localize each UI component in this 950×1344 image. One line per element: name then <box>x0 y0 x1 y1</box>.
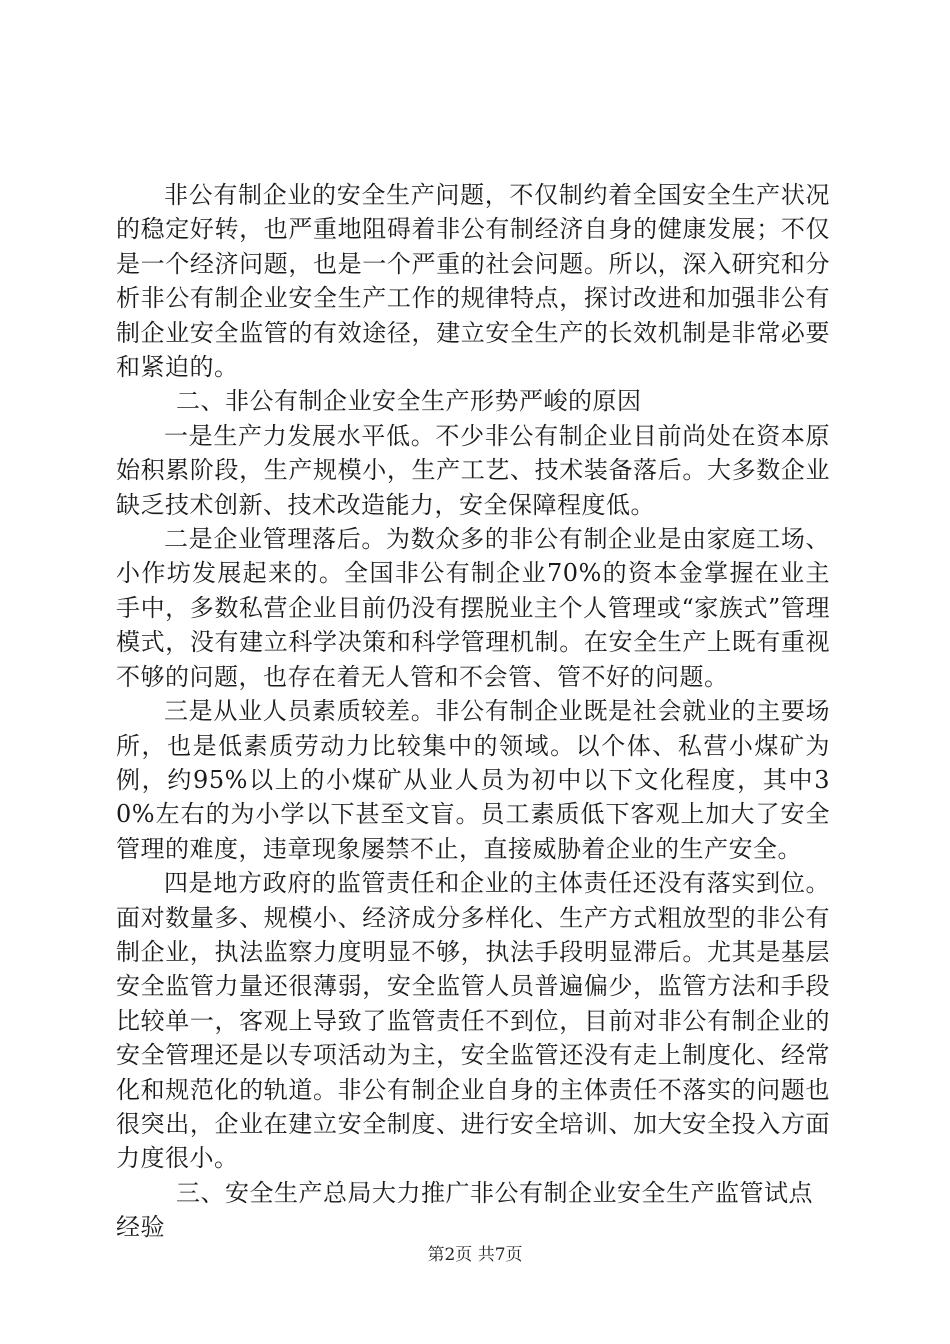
section-heading-3: 三、安全生产总局大力推广非公有制企业安全生产监管试点经验 <box>116 1178 813 1242</box>
section-heading-2: 二、非公有制企业安全生产形势严峻的原因 <box>176 387 642 416</box>
paragraph-reason-2: 二是企业管理落后。为数众多的非公有制企业是由家庭工场、小作坊发展起来的。全国非公有制企业70%的资本金掌握在业主手中，多数私营企业目前仍没有摆脱业主个人管理或“家族式”管理模式，没有建立科学决策和科学管理机制。在安全生产上既有重视不够的问题，也存在着无人管和不会管、管不好的问题。 <box>116 525 830 691</box>
paragraph-reason-4: 四是地方政府的监管责任和企业的主体责任还没有落实到位。面对数量多、规模小、经济成分多样化、生产方式粗放型的非公有制企业，执法监察力度明显不够，执法手段明显滞后。尤其是基层安全监管力量还很薄弱，安全监管人员普遍偏少，监管方法和手段比较单一，客观上导致了监管责任不到位，目前对非公有制企业的安全管理还是以专项活动为主，安全监管还没有走上制度化、经常化和规范化的轨道。非公有制企业自身的主体责任不落实的问题也很突出，企业在建立安全制度、进行安全培训、加大安全投入方面力度很小。 <box>116 869 830 1173</box>
paragraph-reason-1: 一是生产力发展水平低。不少非公有制企业目前尚处在资本原始积累阶段，生产规模小，生产工艺、技术装备落后。大多数企业缺乏技术创新、技术改造能力，安全保障程度低。 <box>116 421 830 519</box>
page-footer <box>0 1240 950 1265</box>
paragraph-reason-3: 三是从业人员素质较差。非公有制企业既是社会就业的主要场所，也是低素质劳动力比较集中的领域。以个体、私营小煤矿为例，约95%以上的小煤矿从业人员为初中以下文化程度，其中30%左右的为小学以下甚至文盲。员工素质低下客观上加大了安全管理的难度，违章现象屡禁不止，直接威胁着企业的生产安全。 <box>116 697 830 863</box>
page-number-label: 第2页 共7页 <box>427 1245 523 1265</box>
document-body <box>116 178 830 1245</box>
paragraph-intro: 非公有制企业的安全生产问题，不仅制约着全国安全生产状况的稳定好转，也严重地阻碍着非公有制经济自身的健康发展；不仅是一个经济问题，也是一个严重的社会问题。所以，深入研究和分析非公有制企业安全生产工作的规律特点，探讨改进和加强非公有制企业安全监管的有效途径，建立安全生产的长效机制是非常必要和紧迫的。 <box>116 181 830 382</box>
